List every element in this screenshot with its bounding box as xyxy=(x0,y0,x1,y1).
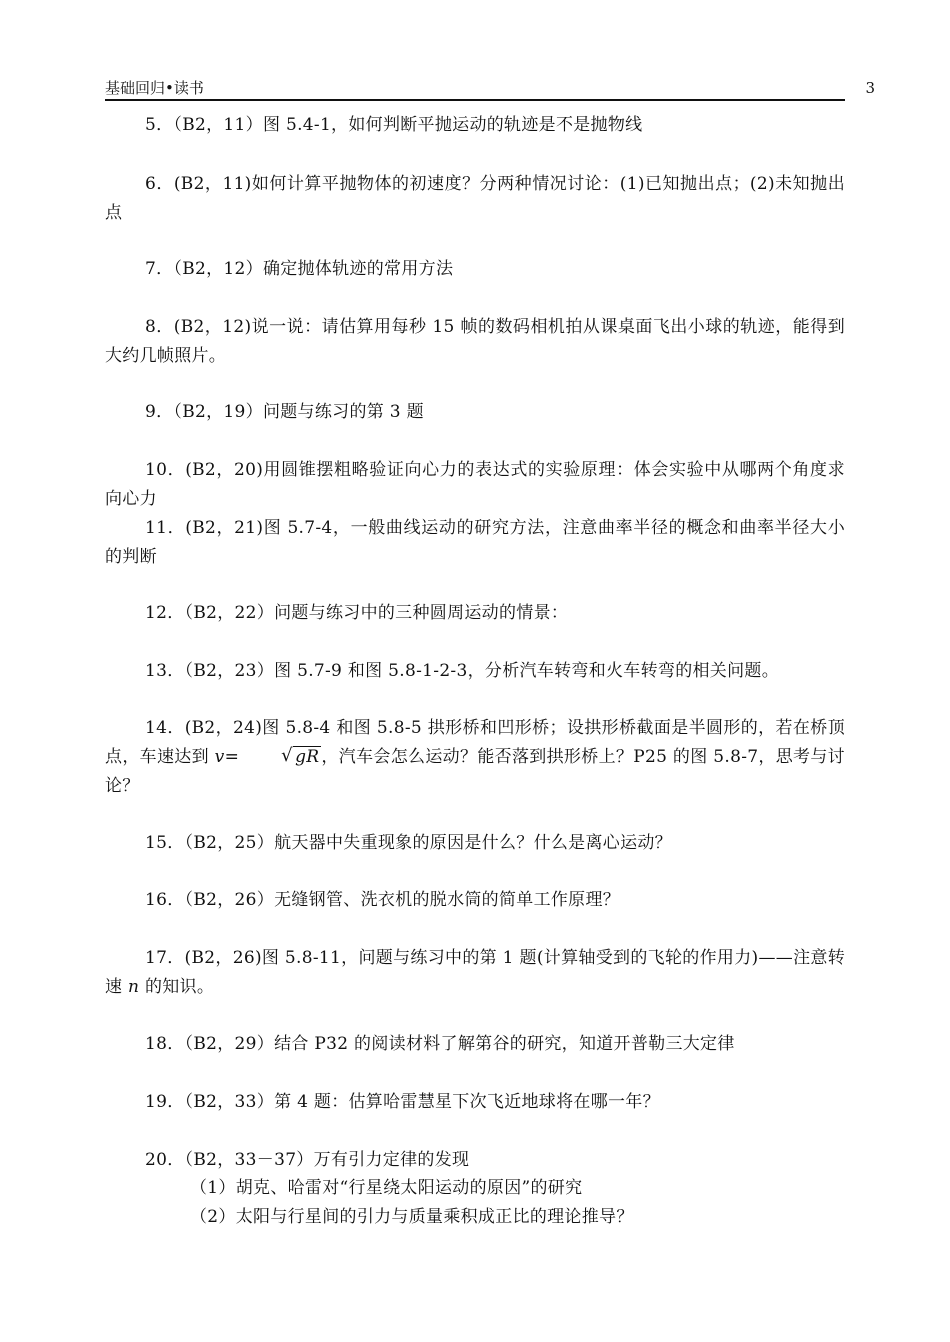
header-title: 基础回归•读书 xyxy=(105,79,204,97)
page-header xyxy=(105,78,875,99)
radical-sign: √ xyxy=(281,745,293,766)
question-5: 5．（B2，11）图 5.4-1，如何判断平抛运动的轨迹是不是抛物线 xyxy=(145,115,643,135)
question-10: 10．(B2，20)用圆锥摆粗略验证向心力的表达式的实验原理：体会实验中从哪两个角度求向心力 xyxy=(105,460,845,509)
question-17-text-before: 17．(B2，26)图 5.8-11，问题与练习中的第 1 题(计算轴受到的飞轮的作用力)——注意转速 xyxy=(105,948,845,997)
page-number: 3 xyxy=(865,79,875,97)
rotation-speed-variable: n xyxy=(128,977,140,997)
question-17-text-after: 的知识。 xyxy=(139,977,215,997)
question-17 xyxy=(105,944,845,1002)
question-6: 6．(B2，11)如何计算平抛物体的初速度？分两种情况讨论：(1)已知抛出点；(2)未知抛出点 xyxy=(105,174,845,223)
question-14-text-before: 14．(B2，24)图 5.8-4 和图 5.8-5 拱形桥和凹形桥；设拱形桥截面是半圆形的，若在桥顶点，车速达到 xyxy=(105,718,845,767)
sqrt-expression xyxy=(241,743,321,772)
question-13: 13．（B2，23）图 5.7-9 和图 5.8-1-2-3，分析汽车转弯和火车转弯的相关问题。 xyxy=(145,661,779,681)
question-14-text-after: ，汽车会怎么运动？能否落到拱形桥上？P25 的图 5.8-7，思考与讨论？ xyxy=(105,747,845,796)
question-20-sub-1: （1）胡克、哈雷对“行星绕太阳运动的原因”的研究 xyxy=(190,1178,583,1198)
question-20: 20．（B2，33－37）万有引力定律的发现 xyxy=(145,1150,470,1170)
question-15: 15．（B2，25）航天器中失重现象的原因是什么？什么是离心运动？ xyxy=(145,833,672,853)
question-7: 7．（B2，12）确定抛体轨迹的常用方法 xyxy=(145,259,454,279)
velocity-variable: v xyxy=(214,747,225,767)
question-11: 11．(B2，21)图 5.7-4，一般曲线运动的研究方法，注意曲率半径的概念和曲率半径大小的判断 xyxy=(105,518,845,567)
question-20-sub-2: （2）太阳与行星间的引力与质量乘积成正比的理论推导？ xyxy=(190,1207,634,1227)
question-9: 9．（B2，19）问题与练习的第 3 题 xyxy=(145,402,424,422)
sqrt-argument: gR xyxy=(295,747,320,767)
equals-sign: = xyxy=(224,747,240,767)
question-14 xyxy=(105,714,845,801)
question-8: 8．(B2，12)说一说：请估算用每秒 15 帧的数码相机拍从课桌面飞出小球的轨迹，能得到大约几帧照片。 xyxy=(105,317,845,366)
question-19: 19．（B2，33）第 4 题：估算哈雷慧星下次飞近地球将在哪一年？ xyxy=(145,1092,660,1112)
question-18: 18．（B2，29）结合 P32 的阅读材料了解第谷的研究，知道开普勒三大定律 xyxy=(145,1034,735,1054)
question-12: 12．（B2，22）问题与练习中的三种圆周运动的情景： xyxy=(145,603,569,623)
question-16: 16．（B2，26）无缝钢管、洗衣机的脱水筒的简单工作原理？ xyxy=(145,890,621,910)
header-rule xyxy=(105,99,845,101)
